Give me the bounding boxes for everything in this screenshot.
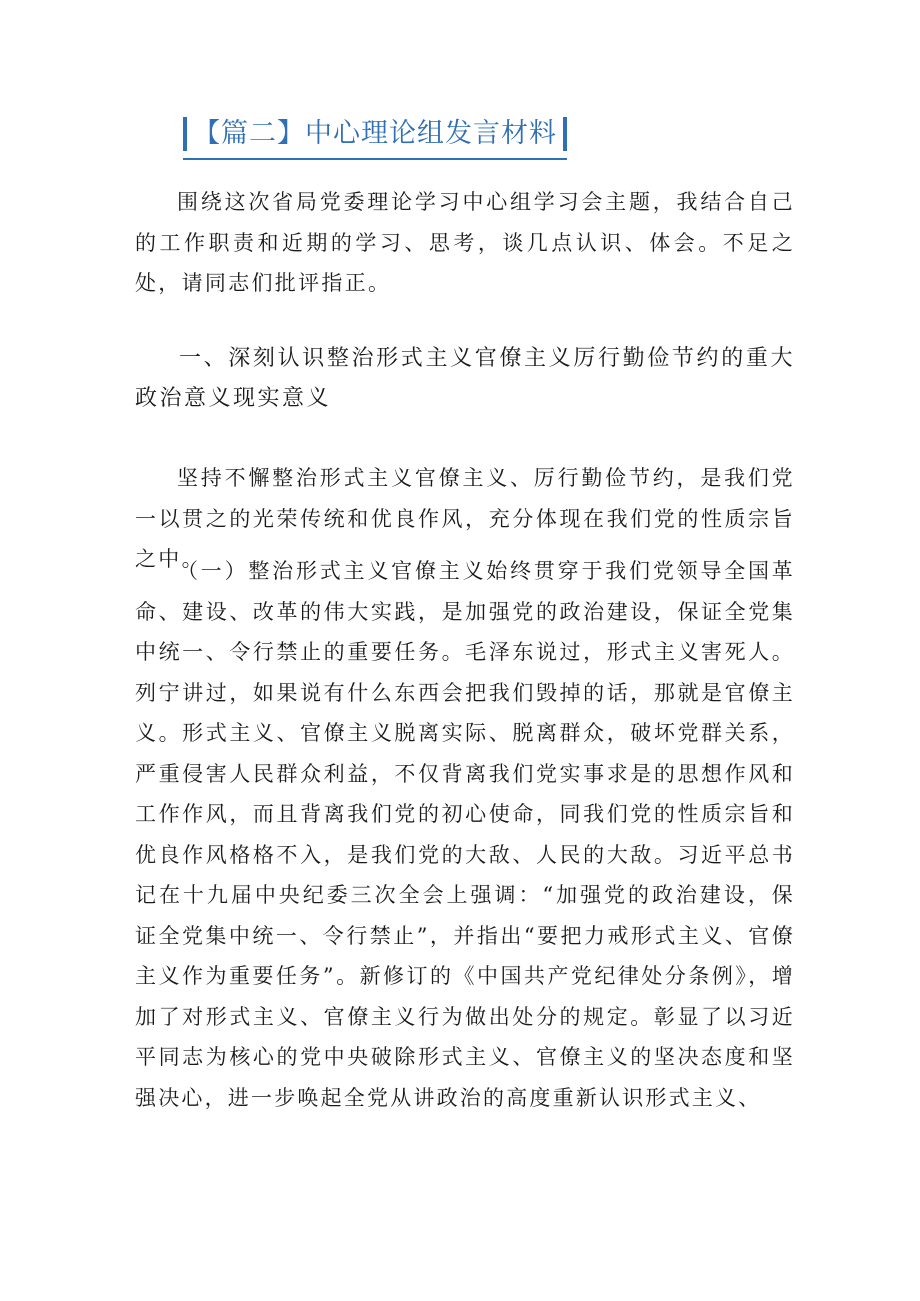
- intro-paragraph: 围绕这次省局党委理论学习中心组学习会主题，我结合自己的工作职责和近期的学习、思考，谈几点认识、体会。不足之处，请同志们批评指正。: [135, 190, 795, 295]
- body-paragraph-2: （一）整治形式主义官僚主义始终贯穿于我们党领导全国革命、建设、改革的伟大实践，是加强党的政治建设，保证全党集中统一、令行禁止的重要任务。毛泽东说过，形式主义害死人。列宁讲过，如果说有什么东西会把我们毁掉的话，那就是官僚主义。形式主义、官僚主义脱离实际、脱离群众，破坏党群关系，严重侵害人民群众利益，不仅背离我们党实事求是的思想作风和工作作风，而且背离我们党的初心使命，同我们党的性质宗旨和优良作风格格不入，是我们党的大敌、人民的大敌。习近平总书记在十九届中央纪委三次全会上强调：“加强党的政治建设，保证全党集中统一、令行禁止”，并指出“要把力戒形式主义、官僚主义作为重要任务”。新修订的《中国共产党纪律处分条例》，增加了对形式主义、官僚主义行为做出处分的规定。彰显了以习近平同志为核心的党中央破除形式主义、官僚主义的坚决态度和坚强决心，进一步唤起全党从讲政治的高度重新认识形式主义、: [135, 559, 795, 1110]
- document-title: [183, 112, 567, 160]
- section-heading: 一、深刻认识整治形式主义官僚主义厉行勤俭节约的重大政治意义现实意义: [135, 346, 795, 411]
- body-paragraph-1: 坚持不懈整治形式主义官僚主义、厉行勤俭节约，是我们党一以贯之的光荣传统和优良作风，充分体现在我们党的性质宗旨之中。: [135, 466, 795, 571]
- title-right-bar: [563, 117, 567, 151]
- title-text: 【篇二】中心理论组发言材料: [193, 118, 557, 149]
- title-left-bar: [183, 117, 187, 151]
